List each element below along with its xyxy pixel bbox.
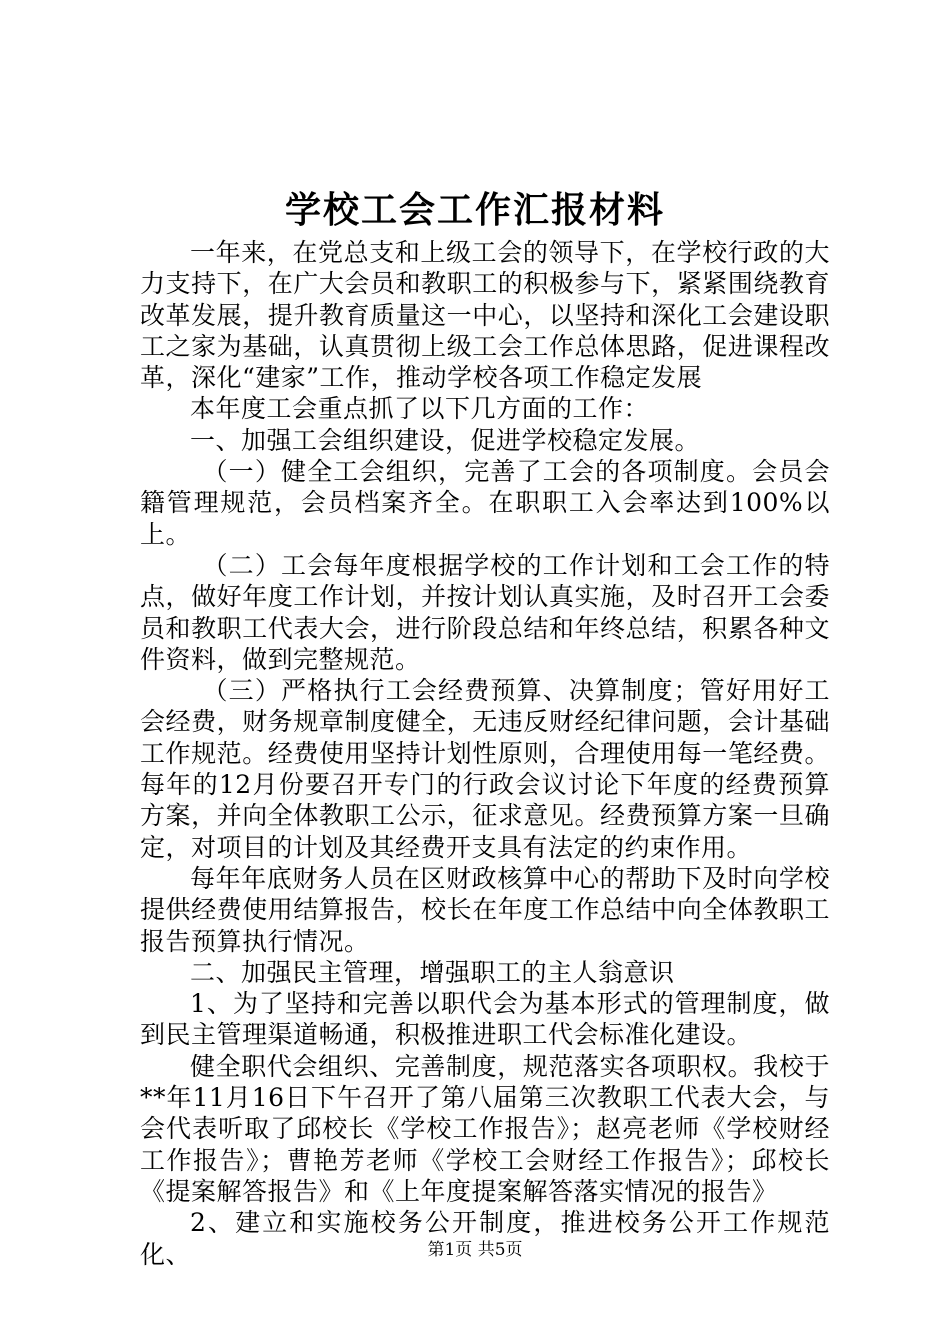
- paragraph-point-2: 2、建立和实施校务公开制度，推进校务公开工作规范化、: [140, 1208, 830, 1269]
- document-body: [140, 237, 830, 1270]
- section-heading-2: 二、加强民主管理，增强职工的主人翁意识: [190, 957, 675, 987]
- paragraph-congress: 健全职代会组织、完善制度，规范落实各项职权。我校于**年11月16日下午召开了第八届第三次教职工代表大会，与会代表听取了邱校长《学校工作报告》；赵亮老师《学校财经工作报告》；曹艳芳老师《学校工会财经工作报告》；邱校长《提案解答报告》和《上年度提案解答落实情况的报告》: [140, 1051, 830, 1206]
- paragraph-item-2: （二）工会每年度根据学校的工作计划和工会工作的特点，做好年度工作计划，并按计划认真实施，及时召开工会委员和教职工代表大会，进行阶段总结和年终总结，积累各种文件资料，做到完整规范。: [140, 550, 830, 674]
- paragraph-intro: 一年来，在党总支和上级工会的领导下，在学校行政的大力支持下，在广大会员和教职工的积极参与下，紧紧围绕教育改革发展，提升教育质量这一中心，以坚持和深化工会建设职工之家为基础，认真贯彻上级工会工作总体思路，促进课程改革，深化“建家”工作，推动学校各项工作稳定发展: [140, 238, 830, 393]
- paragraph-item-1: （一）健全工会组织，完善了工会的各项制度。会员会籍管理规范，会员档案齐全。在职职工入会率达到100%以上。: [140, 457, 830, 549]
- document-title: 学校工会工作汇报材料: [284, 189, 665, 231]
- paragraph-overview: 本年度工会重点抓了以下几方面的工作：: [190, 394, 650, 424]
- paragraph-point-1: 1、为了坚持和完善以职代会为基本形式的管理制度，做到民主管理渠道畅通，积极推进职工代会标准化建设。: [140, 989, 830, 1050]
- section-heading-1: 一、加强工会组织建设，促进学校稳定发展。: [190, 425, 701, 455]
- page-footer: 第1页 共5页: [427, 1240, 523, 1260]
- paragraph-item-3: （三）严格执行工会经费预算、决算制度；管好用好工会经费，财务规章制度健全，无违反财经纪律问题，会计基础工作规范。经费使用坚持计划性原则，合理使用每一笔经费。每年的12月份要召开专门的行政会议讨论下年度的经费预算方案，并向全体教职工公示，征求意见。经费预算方案一旦确定，对项目的计划及其经费开支具有法定的约束作用。: [140, 676, 830, 862]
- paragraph-finance-report: 每年年底财务人员在区财政核算中心的帮助下及时向学校提供经费使用结算报告，校长在年度工作总结中向全体教职工报告预算执行情况。: [140, 863, 830, 956]
